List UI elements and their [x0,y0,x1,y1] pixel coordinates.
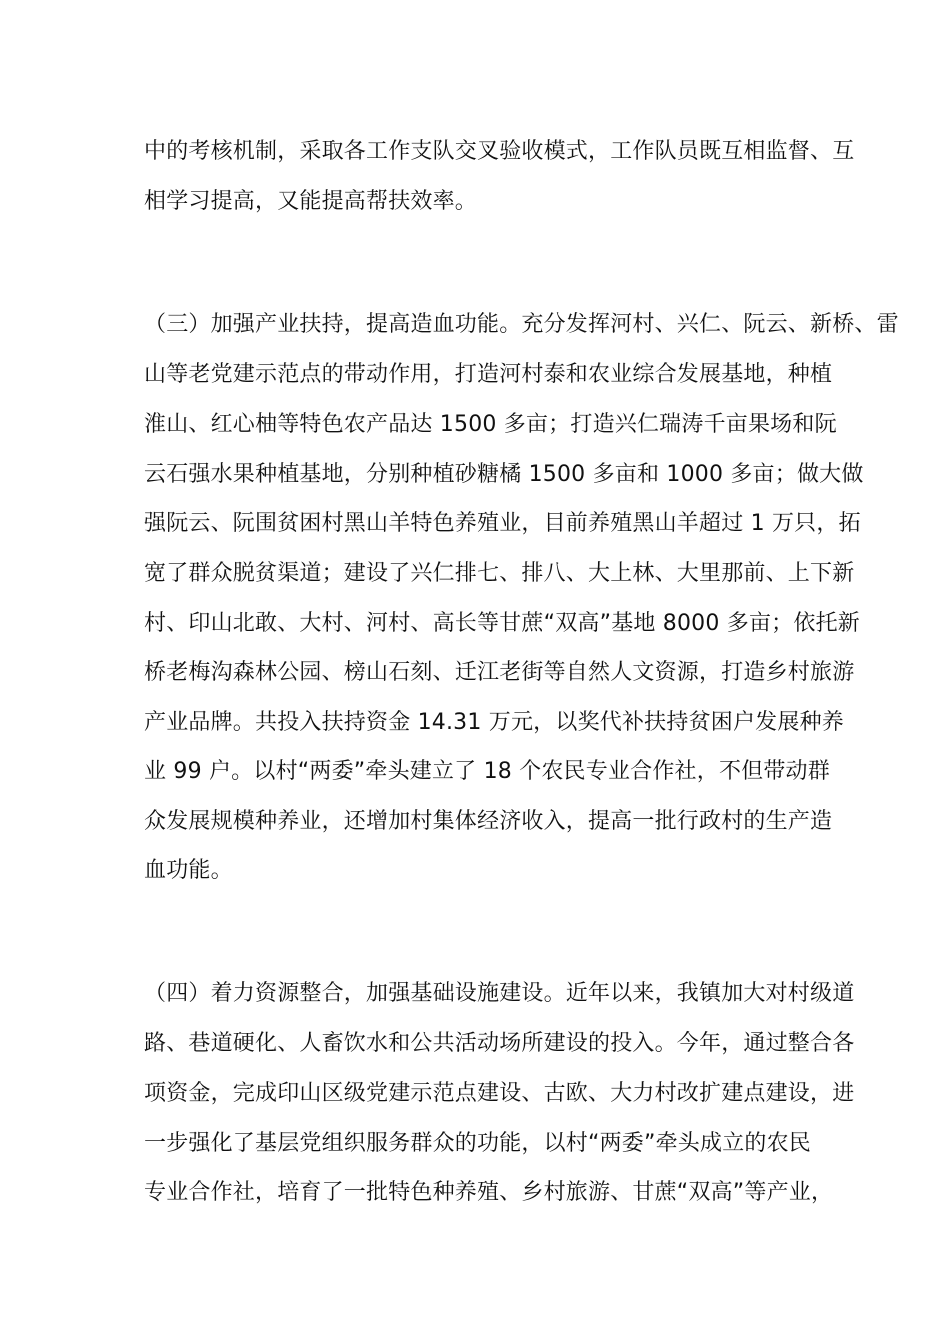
text-line: 项资金，完成印山区级党建示范点建设、古欧、大力村改扩建点建设，进 [144,1081,855,1106]
text-line: （四）着力资源整合，加强基础设施建设。近年以来，我镇加大对村级道 [144,981,855,1006]
text-line: 桥老梅沟森林公园、榜山石刻、迁江老街等自然人文资源，打造乡村旅游 [144,660,855,685]
text-line: 相学习提高，又能提高帮扶效率。 [144,189,478,214]
text-line: 山等老党建示范点的带动作用，打造河村泰和农业综合发展基地，种植 [144,362,833,387]
text-line: 产业品牌。共投入扶持资金 14.31 万元，以奖代补扶持贫困户发展种养 [144,710,844,735]
text-line: 众发展规模种养业，还增加村集体经济收入，提高一批行政村的生产造 [144,809,833,834]
text-line: 血功能。 [144,858,233,883]
text-line: 路、巷道硬化、人畜饮水和公共活动场所建设的投入。今年，通过整合各 [144,1031,855,1056]
text-line: 宽了群众脱贫渠道；建设了兴仁排七、排八、大上林、大里那前、上下新 [144,561,855,586]
text-line: 淮山、红心柚等特色农产品达 1500 多亩；打造兴仁瑞涛千亩果场和阮 [144,412,837,437]
text-line: （三）加强产业扶持，提高造血功能。充分发挥河村、兴仁、阮云、新桥、雷 [144,312,899,337]
text-line: 一步强化了基层党组织服务群众的功能，以村“两委”牵头成立的农民 [144,1131,811,1156]
text-line: 业 99 户。以村“两委”牵头建立了 18 个农民专业合作社，不但带动群 [144,759,830,784]
text-line: 村、印山北敢、大村、河村、高长等甘蔗“双高”基地 8000 多亩；依托新 [144,611,860,636]
text-line: 强阮云、阮围贫困村黑山羊特色养殖业，目前养殖黑山羊超过 1 万只，拓 [144,511,861,536]
text-line: 中的考核机制，采取各工作支队交叉验收模式，工作队员既互相监督、互 [144,139,855,164]
text-line: 云石强水果种植基地，分别种植砂糖橘 1500 多亩和 1000 多亩；做大做 [144,462,864,487]
text-line: 专业合作社，培育了一批特色种养殖、乡村旅游、甘蔗“双高”等产业， [144,1180,834,1205]
